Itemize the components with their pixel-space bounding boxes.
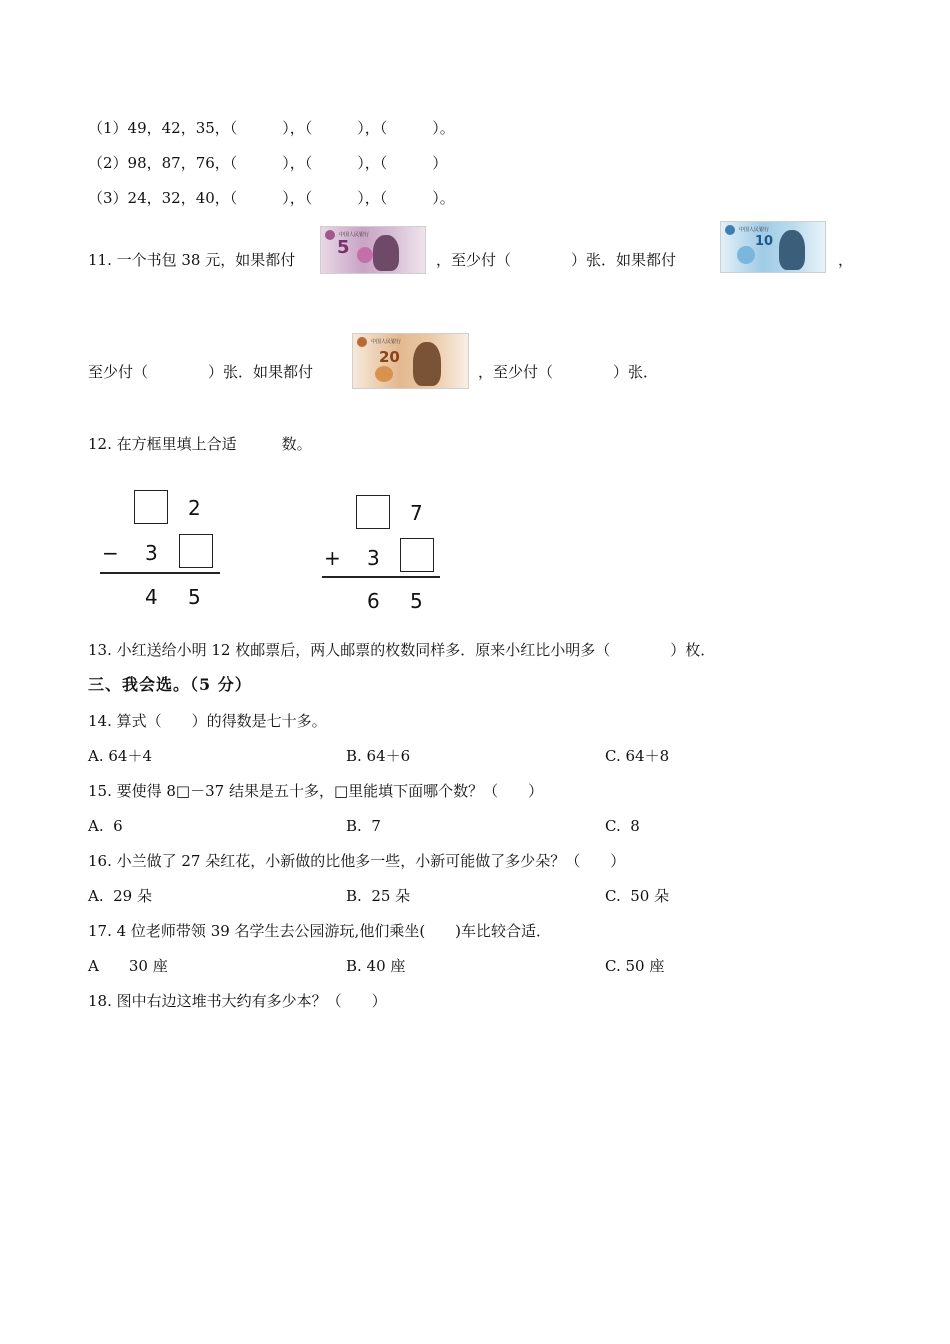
- sub-top-ones-digit: 2: [188, 496, 201, 520]
- answer-box-add-ones[interactable]: [400, 538, 434, 572]
- q13-text: 13. 小红送给小明 12 枚邮票后，两人邮票的枚数同样多．原来小红比小明多（ ）枚．: [88, 641, 716, 659]
- q16-text: 16. 小兰做了 27 朵红花，小新做的比他多一些，小新可能做了多少朵？（ ）: [88, 852, 626, 870]
- sequence-2: （2）98，87，76，（ ），（ ），（ ）: [88, 154, 448, 172]
- sub-mid-tens-digit: 3: [145, 541, 158, 565]
- note-denomination: 20: [379, 348, 400, 366]
- section-3-heading: 三、我会选。（5 分）: [88, 675, 252, 694]
- note-denomination: 5: [337, 237, 350, 258]
- sequence-3: （3）24，32，40，（ ），（ ），（ ）。: [88, 189, 455, 207]
- q11-text-5: ，至少付（ ）张．: [478, 363, 659, 381]
- add-top-ones-digit: 7: [410, 501, 423, 525]
- q16-option-b[interactable]: B. 25 朵: [346, 887, 411, 905]
- add-result-tens: 6: [367, 589, 380, 613]
- portrait-icon: [373, 235, 399, 271]
- add-result-ones: 5: [410, 589, 423, 613]
- q14-text: 14. 算式（ ）的得数是七十多。: [88, 712, 327, 730]
- answer-box-sub-tens[interactable]: [134, 490, 168, 524]
- minus-sign: −: [102, 541, 119, 565]
- note-header: 中国人民银行: [739, 227, 770, 233]
- sequence-1: （1）49，42，35，（ ），（ ），（ ）。: [88, 119, 455, 137]
- banknote-20-yuan-image: [352, 333, 469, 389]
- banknote-5-yuan-image: [320, 226, 426, 274]
- q18-text: 18. 图中右边这堆书大约有多少本？（ ）: [88, 992, 387, 1010]
- note-header: 中国人民银行: [371, 339, 402, 345]
- sub-rule-line: [100, 572, 220, 574]
- answer-box-add-tens[interactable]: [356, 495, 390, 529]
- q15-option-c[interactable]: C. 8: [605, 817, 640, 835]
- q11-text-4: 至少付（ ）张．如果都付: [88, 363, 314, 381]
- q15-option-a[interactable]: A. 6: [88, 817, 123, 835]
- q14-option-b[interactable]: B. 64＋6: [346, 747, 411, 765]
- q14-option-a[interactable]: A. 64＋4: [88, 747, 152, 765]
- sub-result-tens: 4: [145, 585, 158, 609]
- banknote-10-yuan-image: [720, 221, 826, 273]
- emblem-icon: [325, 230, 335, 240]
- q11-text-1: 11. 一个书包 38 元，如果都付: [88, 251, 296, 269]
- q16-option-c[interactable]: C. 50 朵: [605, 887, 670, 905]
- portrait-icon: [779, 230, 805, 270]
- q17-option-c[interactable]: C. 50 座: [605, 957, 665, 975]
- flower-icon: [375, 366, 393, 382]
- sub-result-ones: 5: [188, 585, 201, 609]
- plus-sign: +: [324, 546, 341, 570]
- q15-option-b[interactable]: B. 7: [346, 817, 381, 835]
- add-mid-tens-digit: 3: [367, 546, 380, 570]
- q15-text: 15. 要使得 8□－37 结果是五十多，□里能填下面哪个数？（ ）: [88, 782, 544, 800]
- q11-text-3: ，: [838, 251, 854, 269]
- q17-option-a[interactable]: A 30 座: [88, 957, 168, 975]
- note-header: 中国人民银行: [339, 232, 370, 238]
- flower-icon: [737, 246, 755, 264]
- flower-icon: [357, 247, 373, 263]
- emblem-icon: [357, 337, 367, 347]
- q14-option-c[interactable]: C. 64＋8: [605, 747, 670, 765]
- answer-box-sub-ones[interactable]: [179, 534, 213, 568]
- note-denomination: 10: [755, 234, 774, 249]
- q17-text: 17. 4 位老师带领 39 名学生去公园游玩,他们乘坐( )车比较合适．: [88, 922, 552, 940]
- q16-option-a[interactable]: A. 29 朵: [88, 887, 152, 905]
- q12-text: 12. 在方框里填上合适 数。: [88, 435, 312, 453]
- emblem-icon: [725, 225, 735, 235]
- portrait-icon: [413, 342, 441, 386]
- add-rule-line: [322, 576, 440, 578]
- q17-option-b[interactable]: B. 40 座: [346, 957, 406, 975]
- q11-text-2: ，至少付（ ）张．如果都付: [436, 251, 677, 269]
